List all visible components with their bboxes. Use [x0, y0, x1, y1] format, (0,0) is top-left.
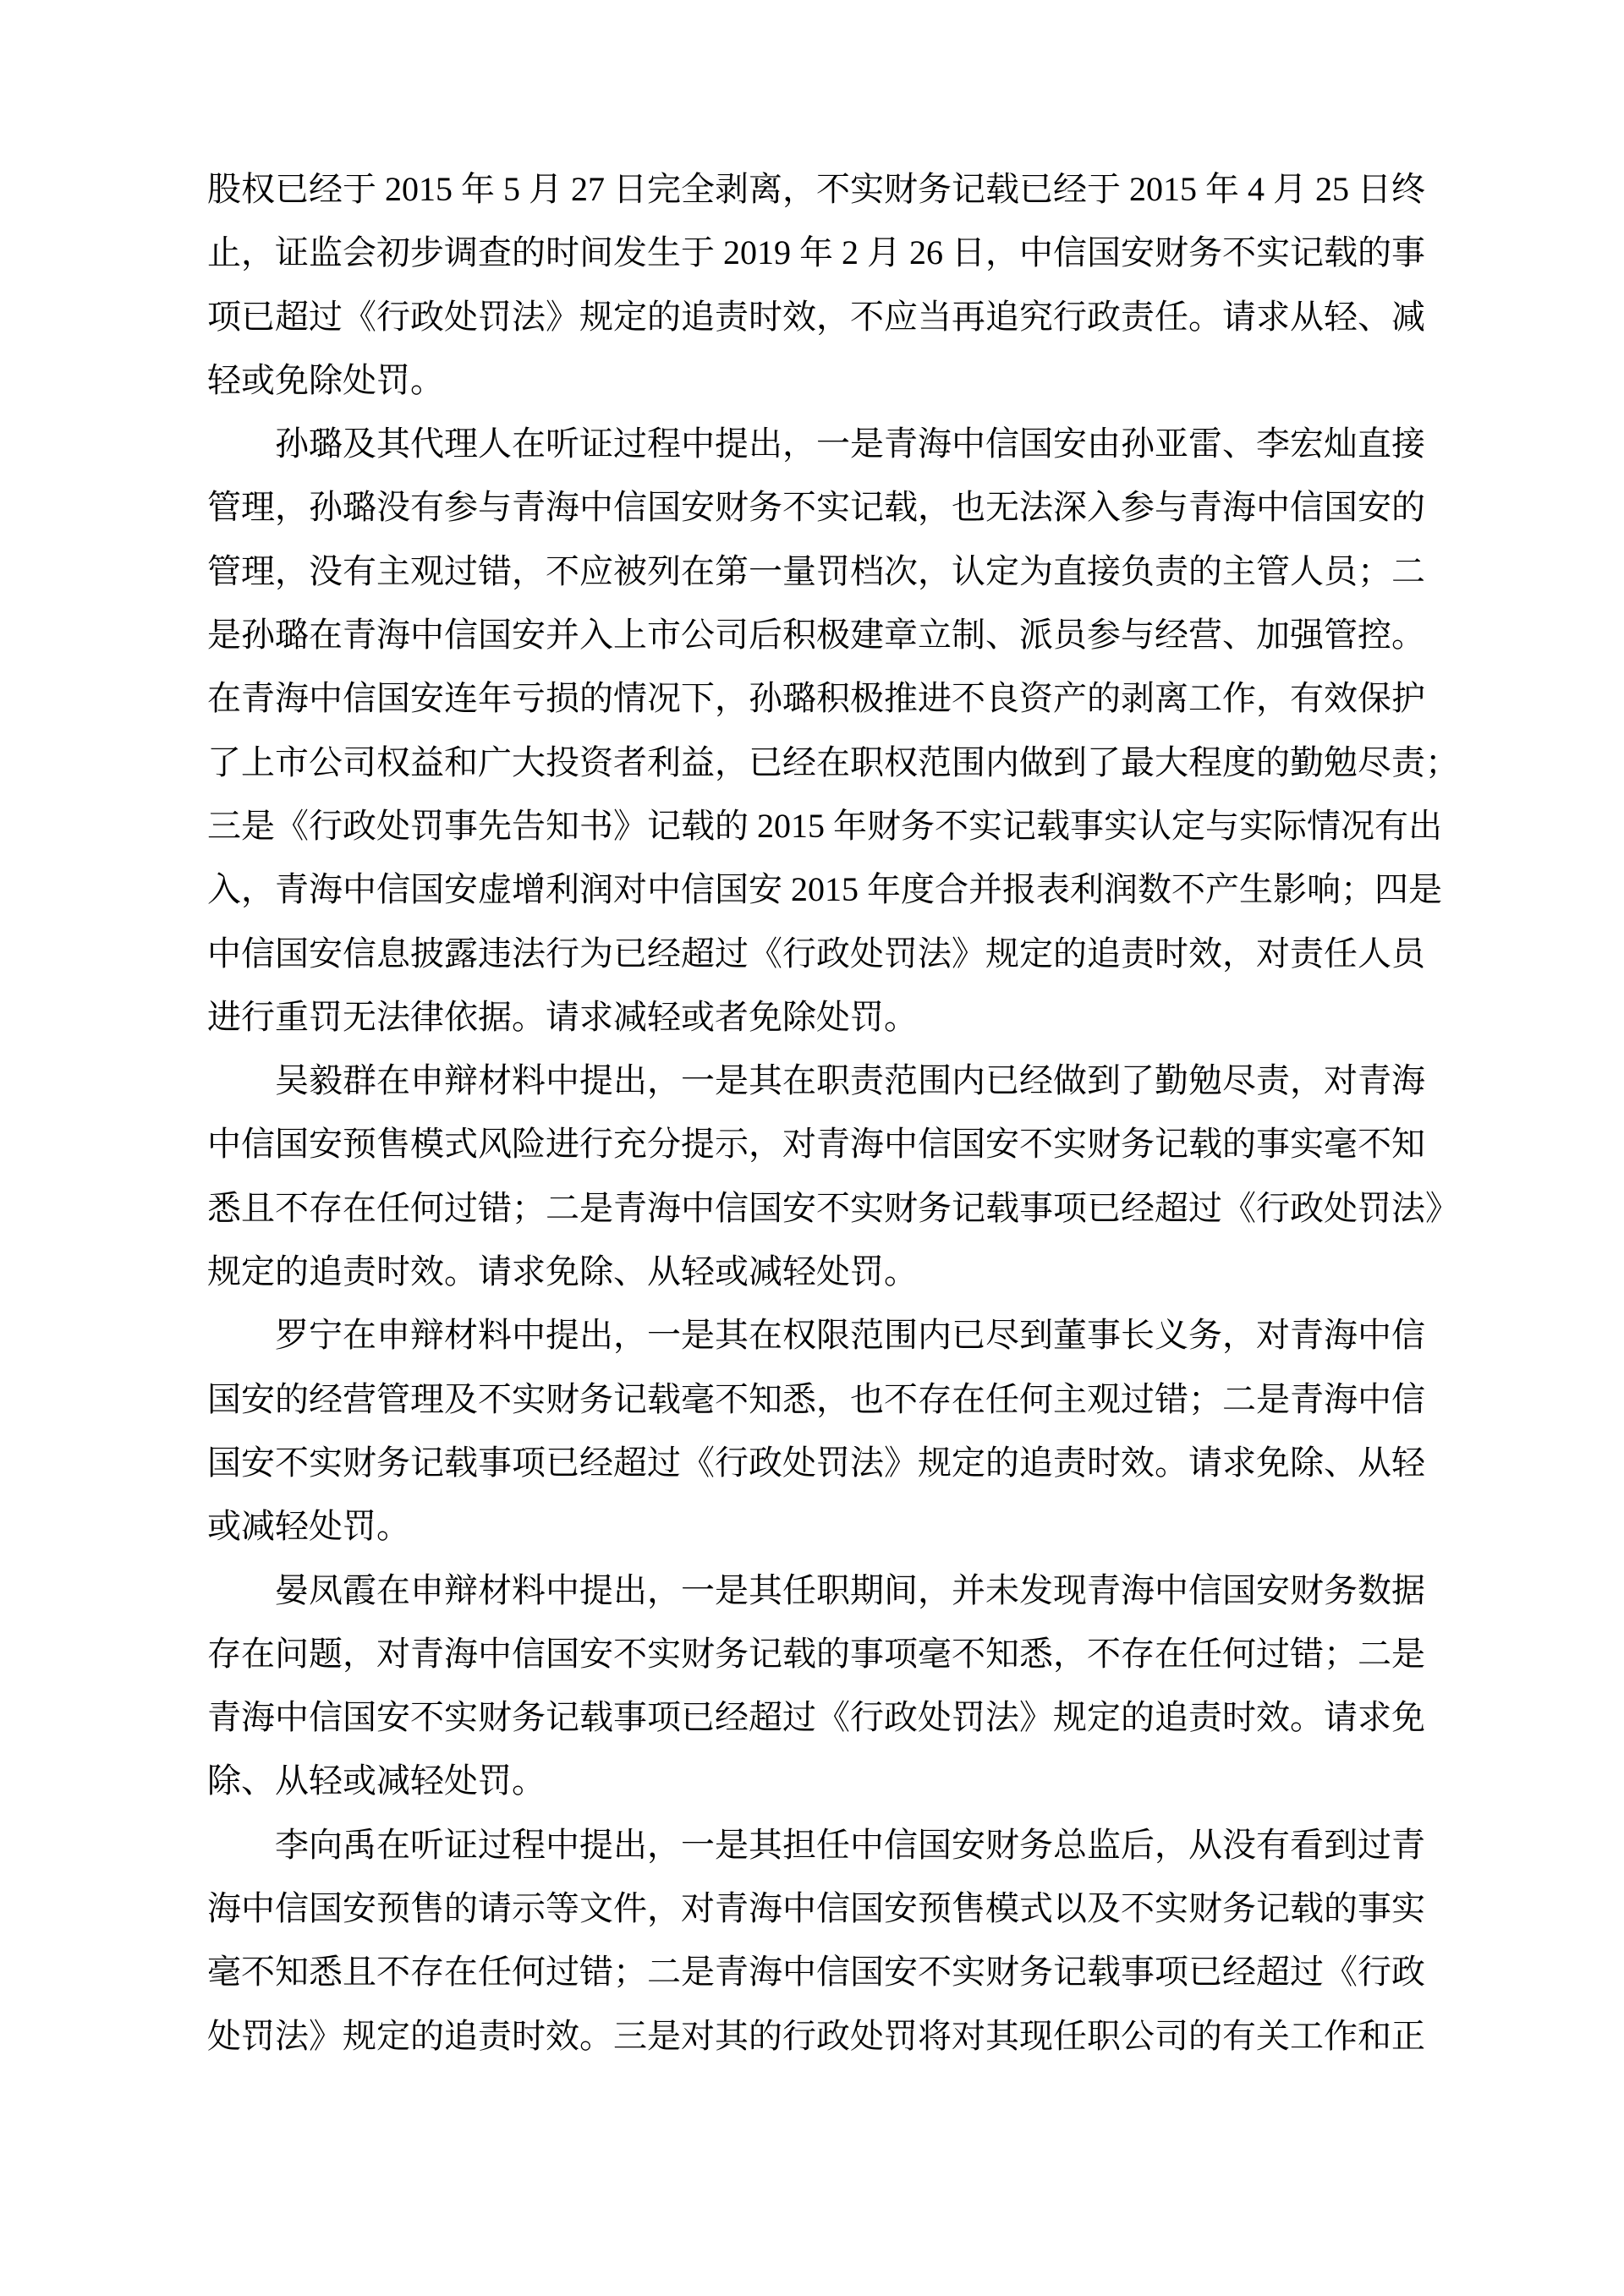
- document-line: 三是《行政处罚事先告知书》记载的 2015 年财务不实记载事实认定与实际情况有出: [207, 806, 1442, 845]
- document-line: 国安不实财务记载事项已经超过《行政处罚法》规定的追责时效。请求免除、从轻: [207, 1443, 1425, 1482]
- document-line: 除、从轻或减轻处罚。: [207, 1762, 546, 1800]
- document-line: 青海中信国安不实财务记载事项已经超过《行政处罚法》规定的追责时效。请求免: [207, 1698, 1425, 1737]
- document-line: 中信国安预售模式风险进行充分提示，对青海中信国安不实财务记载的事实毫不知: [207, 1125, 1425, 1164]
- document-line: 晏凤霞在申辩材料中提出，一是其任职期间，并未发现青海中信国安财务数据: [207, 1570, 1425, 1609]
- document-line: 入，青海中信国安虚增利润对中信国安 2015 年度合并报表利润数不产生影响；四是: [207, 870, 1442, 909]
- document-line: 罗宁在申辩材料中提出，一是其在权限范围内已尽到董事长义务，对青海中信: [207, 1316, 1425, 1355]
- document-line: 毫不知悉且不存在任何过错；二是青海中信国安不实财务记载事项已经超过《行政: [207, 1953, 1425, 1992]
- document-line: 股权已经于 2015 年 5 月 27 日完全剥离，不实财务记载已经于 2015 年 4 月 25 日终: [207, 170, 1425, 208]
- document-line: 国安的经营管理及不实财务记载毫不知悉，也不存在任何主观过错；二是青海中信: [207, 1379, 1425, 1418]
- document-line: 管理，孙璐没有参与青海中信国安财务不实记载，也无法深入参与青海中信国安的: [207, 488, 1425, 527]
- document-line: 轻或免除处罚。: [207, 360, 444, 399]
- document-line: 在青海中信国安连年亏损的情况下，孙璐积极推进不良资产的剥离工作，有效保护: [207, 679, 1425, 718]
- document-line: 海中信国安预售的请示等文件，对青海中信国安预售模式以及不实财务记载的事实: [207, 1889, 1425, 1928]
- document-line: 是孙璐在青海中信国安并入上市公司后积极建章立制、派员参与经营、加强管控。: [207, 616, 1425, 655]
- document-line: 李向禹在听证过程中提出，一是其担任中信国安财务总监后，从没有看到过青: [207, 1825, 1425, 1864]
- document-line: 管理，没有主观过错，不应被列在第一量罚档次，认定为直接负责的主管人员；二: [207, 551, 1425, 590]
- document-line: 孙璐及其代理人在听证过程中提出，一是青海中信国安由孙亚雷、李宏灿直接: [207, 425, 1425, 463]
- document-line: 或减轻处罚。: [207, 1507, 410, 1546]
- document-line: 吴毅群在申辩材料中提出，一是其在职责范围内已经做到了勤勉尽责，对青海: [207, 1061, 1425, 1100]
- document-line: 了上市公司权益和广大投资者利益，已经在职权范围内做到了最大程度的勤勉尽责；: [207, 743, 1459, 781]
- document-line: 中信国安信息披露违法行为已经超过《行政处罚法》规定的追责时效，对责任人员: [207, 934, 1425, 973]
- document-line: 处罚法》规定的追责时效。三是对其的行政处罚将对其现任职公司的有关工作和正: [207, 2016, 1425, 2055]
- document-text-block: [207, 157, 1459, 2068]
- document-line: 悉且不存在任何过错；二是青海中信国安不实财务记载事项已经超过《行政处罚法》: [207, 1188, 1459, 1227]
- document-line: 存在问题，对青海中信国安不实财务记载的事项毫不知悉，不存在任何过错；二是: [207, 1634, 1425, 1673]
- document-line: 规定的追责时效。请求免除、从轻或减轻处罚。: [207, 1252, 918, 1291]
- document-line: 止，证监会初步调查的时间发生于 2019 年 2 月 26 日，中信国安财务不实记载的事: [207, 233, 1425, 272]
- document-line: 进行重罚无法律依据。请求减轻或者免除处罚。: [207, 997, 918, 1036]
- document-line: 项已超过《行政处罚法》规定的追责时效，不应当再追究行政责任。请求从轻、减: [207, 297, 1425, 336]
